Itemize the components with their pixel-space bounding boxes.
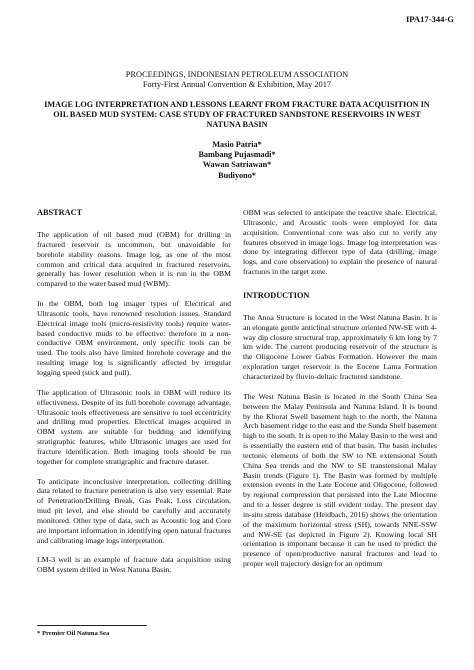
right-column (243, 208, 437, 579)
introduction-paragraph: The Anoa Structure is located in the West Natuna Basin. It is an elongate gentle anticlinal structure oriented NW-SE with 4-way dip closure structural trap, approximately 6 km long by 7 km wide. The current producing reservoir of the structure is the Oligocene Lower Gabus Formation. However the main exploration target reservoir is the Eocene Lama Formation characterized by fluvio-deltaic fractured sandstone. (243, 312, 437, 381)
author-list (0, 140, 474, 181)
author: Bambang Pujasmadi* (198, 150, 276, 160)
left-column (37, 208, 231, 585)
introduction-heading: INTRODUCTION (243, 290, 310, 300)
abstract-paragraph: The application of oil based mud (OBM) for drilling in fractured reservoir is uncommon, but unavoidable for borehole stability reasons. Image log, as one of the most common and critical data acquired in fractured reservoirs, generally has lower resolution when it is run in the OBM compared to the water based mud (WBM). (37, 230, 231, 289)
paper-id: IPA17-344-G (405, 14, 454, 24)
abstract-paragraph: LM-3 well is an example of fracture data acquisition using OBM system drilled in West Natuna Basin. (37, 555, 231, 575)
author: Budiyono* (218, 170, 256, 180)
abstract-paragraph: In the OBM, both log imager types of Electrical and Ultrasonic tools, have renowned resolution issues. Standard Electrical image tools (micro-resistivity tools) require water-based conductive muds to be effective: therefore in a non-conductive OBM environment, only specific tools can be used. The tools also have limited borehole coverage and the resulting image log is significantly affected by irregular logging speed (stick and pull). (37, 299, 231, 377)
abstract-paragraph: The application of Ultrasonic tools in OBM will reduce its effectiveness. Despite of its full borehole coverage advantage, Ultrasonic tools effectiveness are sensitive to tool eccentricity and drilling mud properties. Electrical images acquired in OBM system are suitable for bedding and identifying stratigraphic features, while Ultrasonic images are used for fracture identification. Both imaging tools should be run together for complete stratigraphic and fracture dataset. (37, 387, 231, 466)
abstract-paragraph: To anticipate inconclusive interpretation, collecting drilling data related to fracture penetration is also very essential. Rate of Penetration/Drilling Break, Gas Peak, Loss circulation, mud pit level, and else should be carefully and accurately monitored. Other type of data, such as Acoustic log and Core are important information in identifying open natural fractures and calibrating image logs interpretation. (37, 476, 231, 545)
abstract-heading: ABSTRACT (37, 208, 83, 217)
footnote: * Premier Oil Natuna Sea (37, 630, 110, 637)
introduction-paragraph: The West Natuna Basin is located in the South China Sea between the Malay Peninsula and Natuna Island. It is bound by the Khorat Swell basement high to the north, the Natuna Arch basement ridge to the east and the Sunda Shelf basement high to the south. It is open to the Malay Basin to the west and is essentially the eastern end of that basin. The basin includes tectonic elements of both the SW to NE extensional South China Sea trends and the NW to SE transtensional Malay Basin trends (Figure 1). The Basin was formed by multiple extension events in the Late Eocene and Oligocene, followed by regional compression that persisted into the Late Miocene and to a lesser degree is still evident today. The present day in-situ stress database (Heidbach, 2016) shows the orientation of the maximum horizontal stress (SH), towards NNE-SSW and NW-SE (as depicted in Figure 2). Knowing local SH orientation is important because it can be used to predict the presence of open/productive natural fractures and lead to proper well trajectory design for an optimum (243, 391, 437, 569)
footnote-divider (37, 625, 147, 626)
paper-title: IMAGE LOG INTERPRETATION AND LESSONS LEARNT FROM FRACTURE DATA ACQUISITION IN OIL BASED MUD SYSTEM: CASE STUDY OF FRACTURED SANDSTONE RESERVOIRS IN WEST NATUNA BASIN (44, 100, 430, 129)
convention-line: Forty-First Annual Convention & Exhibition, May 2017 (142, 80, 332, 89)
author: Masio Patria* (212, 140, 262, 149)
author: Wawan Satriawan* (202, 160, 272, 170)
proceedings-line: PROCEEDINGS, INDONESIAN PETROLEUM ASSOCIATION (125, 70, 349, 79)
abstract-continued-paragraph: OBM was selected to anticipate the reactive shale. Electrical, Ultrasonic, and Acoustic tools were employed for data acquisition. Conventional core was also cut to verify any features observed in image logs. Image log interpretation was done by integrating different type of data (drilling, image logs, and core observation) to explain the presence of natural fractures in the target zone. (243, 208, 437, 277)
